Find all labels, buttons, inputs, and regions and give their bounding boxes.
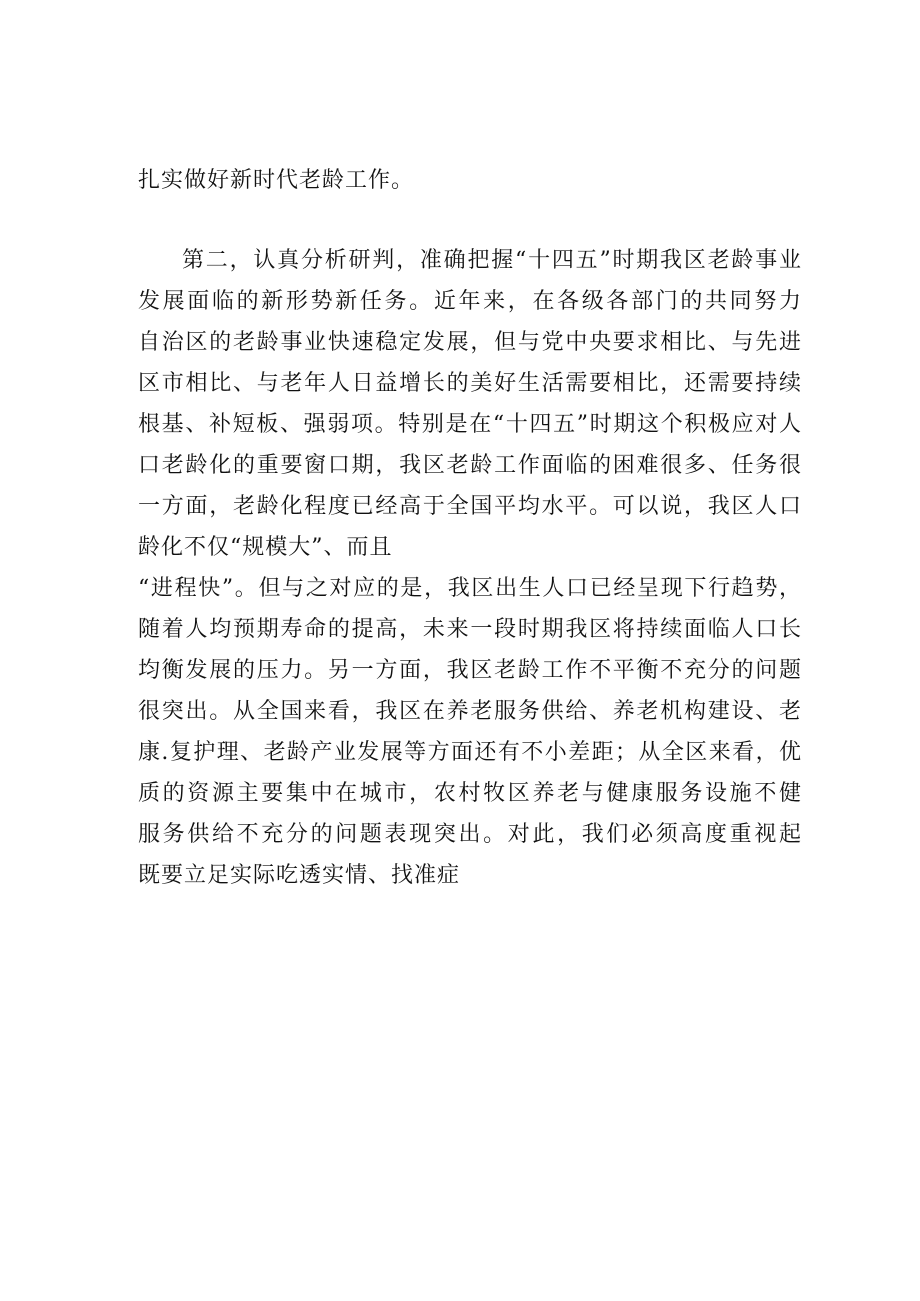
text-line: 均衡发展的压力。另一方面，我区老龄工作不平衡不充分的问题	[138, 658, 802, 683]
text-line: 很突出。从全国来看，我区在养老服务供给、养老机构建设、老	[138, 699, 802, 724]
text-line: 区市相比、与老年人日益增长的美好生活需要相比，还需要持续	[138, 371, 802, 396]
text-line: 龄化不仅“规模大”、而且	[138, 535, 393, 560]
text-line: 一方面，老龄化程度已经高于全国平均水平。可以说，我区人口	[138, 494, 802, 519]
text-line: 根基、补短板、强弱项。特别是在“十四五”时期这个积极应对人	[138, 412, 802, 437]
text-line: 既要立足实际吃透实情、找准症	[138, 863, 461, 888]
paragraph-fragment	[138, 160, 802, 201]
text-line: 质的资源主要集中在城市，农村牧区养老与健康服务设施不健	[138, 781, 802, 806]
text-line: 康.复护理、老龄产业发展等方面还有不小差距；从全区来看，优	[138, 740, 802, 765]
text-line: 发展面临的新形势新任务。近年来，在各级各部门的共同努力	[138, 289, 802, 314]
text-line: 口老龄化的重要窗口期，我区老龄工作面临的困难很多、任务很	[138, 453, 802, 478]
text-line: 自治区的老龄事业快速稳定发展，但与党中央要求相比、与先进	[138, 330, 802, 355]
text-line: “进程快”。但与之对应的是，我区出生人口已经呈现下行趋势，	[138, 576, 802, 601]
text-line: 随着人均预期寿命的提高，未来一段时期我区将持续面临人口长	[138, 617, 802, 642]
text-line: 扎实做好新时代老龄工作。	[138, 168, 415, 193]
text-line: 服务供给不充分的问题表现突出。对此，我们必须高度重视起	[138, 822, 802, 847]
paragraph-2	[138, 240, 802, 896]
text-line: 第二，认真分析研判，准确把握“十四五”时期我区老龄事业	[182, 248, 802, 273]
